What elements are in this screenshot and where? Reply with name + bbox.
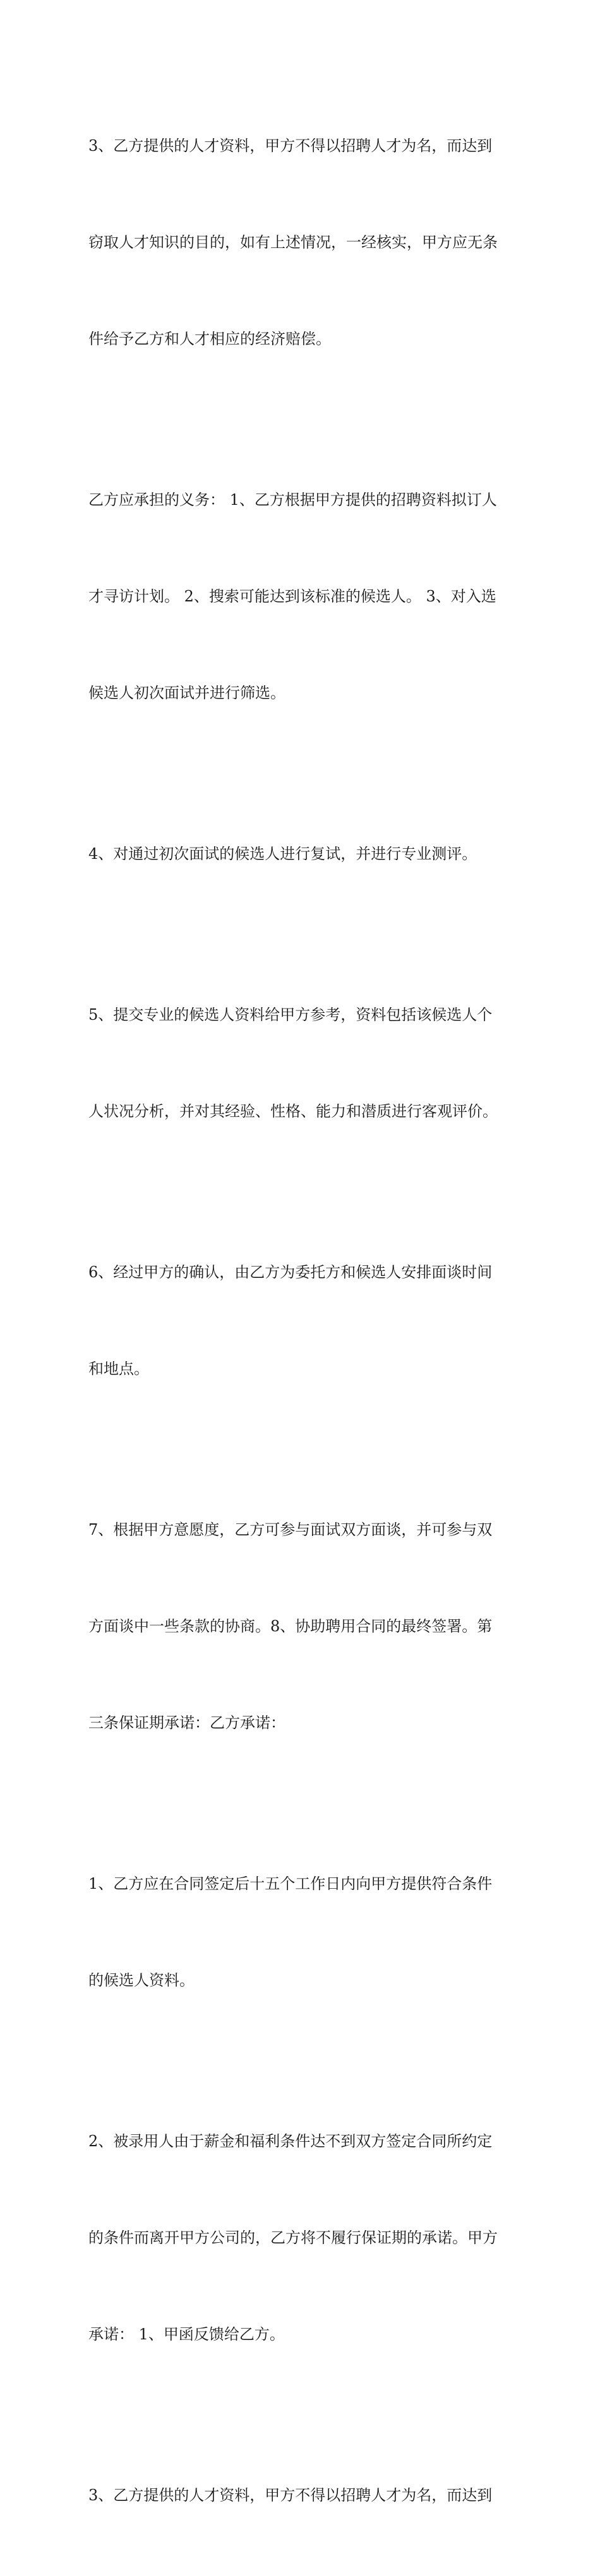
text-line: 候选人初次面试并进行筛选。	[88, 684, 285, 702]
text-line: 才寻访计划。 2、搜索可能达到该标准的候选人。 3、对入选	[88, 588, 496, 605]
paragraph-talent-info-clause	[88, 66, 512, 420]
text-line: 7、根据甲方意愿度，乙方可参与面试双方面谈，并可参与双	[88, 1521, 493, 1539]
text-line: 6、经过甲方的确认，由乙方为委托方和候选人安排面谈时间	[88, 1263, 493, 1281]
text-line: 窃取人才知识的目的，如有上述情况，一经核实，甲方应无条	[88, 233, 498, 251]
paragraph-talent-info-clause-repeat	[88, 2415, 512, 2576]
paragraph-item-5	[88, 935, 512, 1192]
text-line: 件给予乙方和人才相应的经济赔偿。	[88, 330, 331, 348]
paragraph-guarantee-item-2	[88, 2061, 512, 2415]
text-line: 2、被录用人由于薪金和福利条件达不到双方签定合同所约定	[88, 2132, 493, 2150]
text-line: 三条保证期承诺：乙方承诺：	[88, 1714, 285, 1732]
text-line: 1、乙方应在合同签定后十五个工作日内向甲方提供符合条件	[88, 1875, 493, 1893]
text-line: 方面谈中一些条款的协商。8、协助聘用合同的最终签署。第	[88, 1617, 493, 1635]
text-line: 和地点。	[88, 1360, 149, 1378]
paragraph-item-7-8	[88, 1450, 512, 1804]
paragraph-party-b-obligations	[88, 420, 512, 774]
paragraph-item-6	[88, 1192, 512, 1450]
text-line: 的条件而离开甲方公司的，乙方将不履行保证期的承诺。甲方	[88, 2229, 498, 2247]
text-line: 乙方应承担的义务： 1、乙方根据甲方提供的招聘资料拟订人	[88, 491, 497, 509]
text-line: 4、对通过初次面试的候选人进行复试，并进行专业测评。	[88, 845, 477, 863]
text-line: 3、乙方提供的人才资料，甲方不得以招聘人才为名，而达到	[88, 2486, 493, 2504]
paragraph-guarantee-item-1	[88, 1804, 512, 2061]
text-line: 承诺： 1、甲函反馈给乙方。	[88, 2325, 285, 2343]
text-line: 3、乙方提供的人才资料，甲方不得以招聘人才为名，而达到	[88, 137, 493, 155]
text-line: 人状况分析，并对其经验、性格、能力和潜质进行客观评价。	[88, 1102, 498, 1120]
document-body	[88, 66, 512, 2576]
text-line: 的候选人资料。	[88, 1971, 195, 1989]
text-line: 5、提交专业的候选人资料给甲方参考，资料包括该候选人个	[88, 1006, 493, 1024]
paragraph-item-4	[88, 774, 512, 935]
